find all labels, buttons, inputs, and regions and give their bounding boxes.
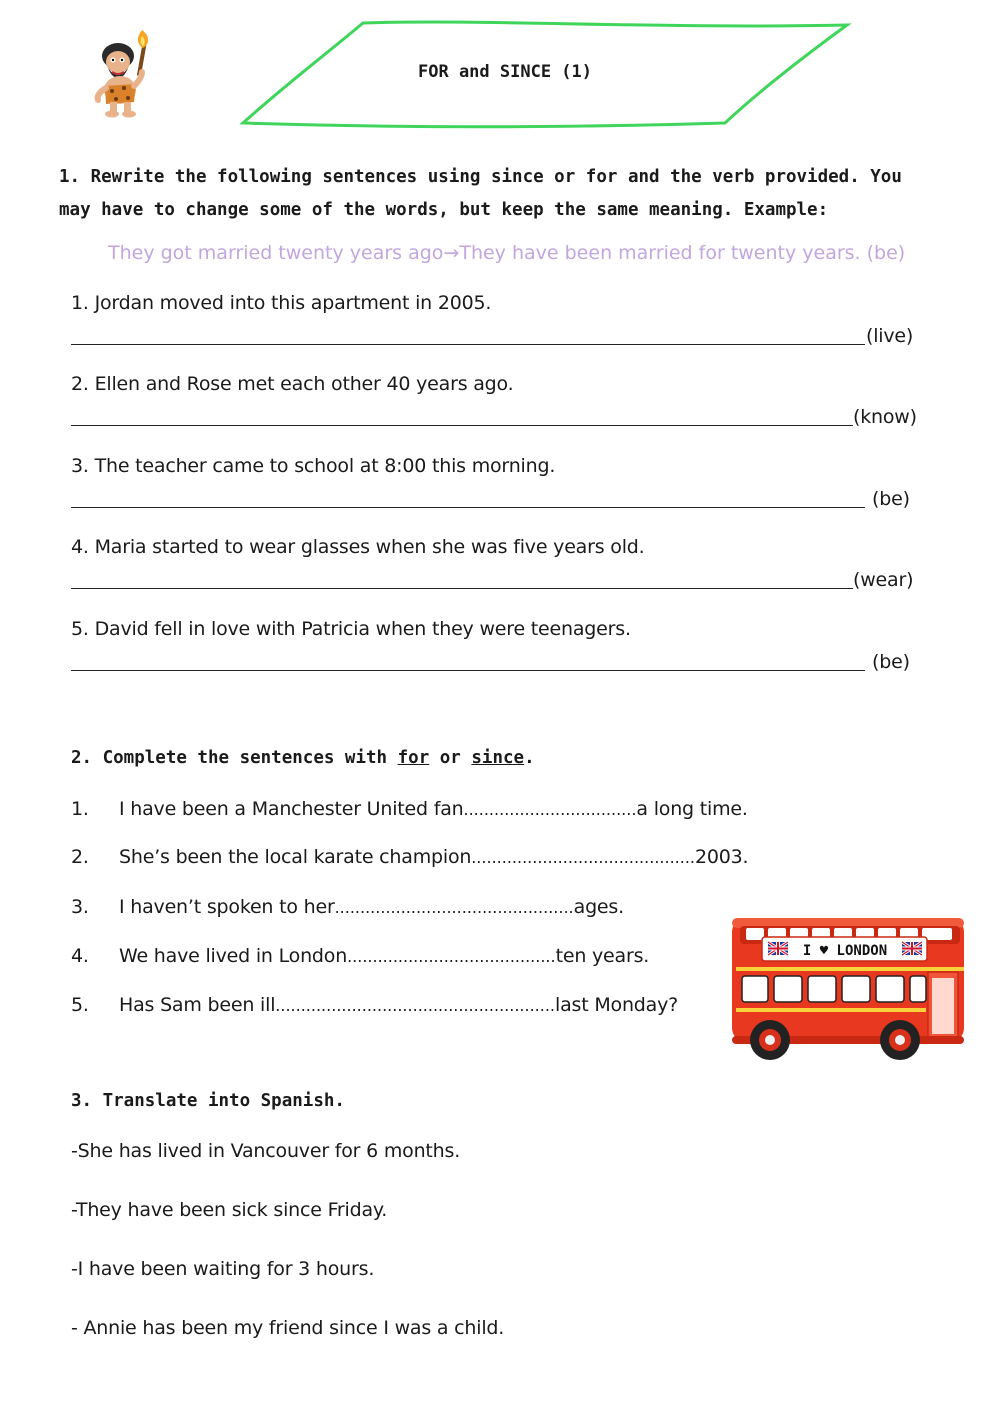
ex2-item-3-blank[interactable]: ............................................... [334, 898, 574, 917]
ex2-item-5-after: last Monday? [555, 994, 679, 1016]
ex2-item-2 [119, 846, 748, 868]
ex2-item-3-after: ages. [573, 896, 624, 918]
ex2-item-3-before: I haven’t spoken to her [119, 896, 335, 918]
ex2-item-1-after: a long time. [636, 798, 748, 820]
ex2-item-4-after: ten years. [555, 945, 650, 967]
ex3-item-3: -I have been waiting for 3 hours. [71, 1258, 375, 1280]
ex2-item-5 [119, 994, 678, 1016]
ex2-item-5-number: 5. [71, 994, 89, 1016]
arrow-icon: → [443, 242, 460, 264]
ex1-item-3-verb: (be) [872, 488, 910, 510]
ex1-item-2-verb: (know) [853, 406, 917, 428]
ex2-item-4-blank[interactable]: ......................................... [347, 947, 556, 966]
ex1-item-4-answer-line[interactable] [71, 588, 853, 589]
page-title: FOR and SINCE (1) [418, 62, 592, 82]
ex1-item-1-verb: (live) [866, 325, 914, 347]
example-sentence [108, 242, 908, 264]
ex1-item-4-sentence: 4. Maria started to wear glasses when she was five years old. [71, 536, 645, 558]
ex1-item-4-verb: (wear) [853, 569, 914, 591]
ex2-item-3 [119, 896, 624, 918]
ex1-item-5-sentence: 5. David fell in love with Patricia when they were teenagers. [71, 618, 631, 640]
keyword-for: for [397, 748, 430, 768]
ex1-item-1-answer-line[interactable] [71, 344, 865, 345]
ex2-item-4-before: We have lived in London [119, 945, 348, 967]
ex1-item-5-verb: (be) [872, 651, 910, 673]
instruction-mid: or [429, 748, 472, 768]
ex3-item-4: - Annie has been my friend since I was a child. [71, 1317, 505, 1339]
exercise1-instruction: 1. Rewrite the following sentences using since or for and the verb provided. You may have to change some of the words, but keep the same meaning. Example: [59, 167, 902, 220]
ex3-item-1: -She has lived in Vancouver for 6 months. [71, 1140, 461, 1162]
example-before: They got married twenty years ago [108, 242, 444, 264]
ex1-item-3-answer-line[interactable] [71, 507, 865, 508]
ex1-item-1-sentence: 1. Jordan moved into this apartment in 2005. [71, 292, 492, 314]
ex1-item-3-sentence: 3. The teacher came to school at 8:00 this morning. [71, 455, 556, 477]
ex2-item-2-before: She’s been the local karate champion [119, 846, 472, 868]
ex3-item-2: -They have been sick since Friday. [71, 1199, 388, 1221]
ex2-item-5-before: Has Sam been ill [119, 994, 276, 1016]
ex2-item-5-blank[interactable]: ....................................................... [275, 996, 556, 1015]
ex2-item-1-number: 1. [71, 798, 89, 820]
red-double-decker-bus-icon [722, 912, 967, 1064]
ex2-item-2-blank[interactable]: ............................................ [471, 848, 695, 867]
exercise2-instruction [71, 748, 535, 768]
ex2-item-2-after: 2003. [695, 846, 749, 868]
ex2-item-1 [119, 798, 748, 820]
example-after: They have been married for twenty years. (be) [459, 242, 906, 264]
instruction-end: . [524, 748, 535, 768]
ex1-item-2-answer-line[interactable] [71, 425, 853, 426]
bus-sign: I ♥ LONDON [802, 943, 888, 959]
keyword-since: since [471, 748, 525, 768]
exercise3-instruction: 3. Translate into Spanish. [71, 1091, 345, 1111]
ex2-item-4-number: 4. [71, 945, 89, 967]
ex2-item-4 [119, 945, 649, 967]
ex2-item-1-before: I have been a Manchester United fan [119, 798, 464, 820]
ex2-item-1-blank[interactable]: .................................. [463, 800, 637, 819]
ex2-item-2-number: 2. [71, 846, 89, 868]
instruction-prefix: 2. Complete the sentences with [71, 748, 398, 768]
ex1-item-5-answer-line[interactable] [71, 670, 865, 671]
ex1-item-2-sentence: 2. Ellen and Rose met each other 40 years ago. [71, 373, 514, 395]
ex2-item-3-number: 3. [71, 896, 89, 918]
